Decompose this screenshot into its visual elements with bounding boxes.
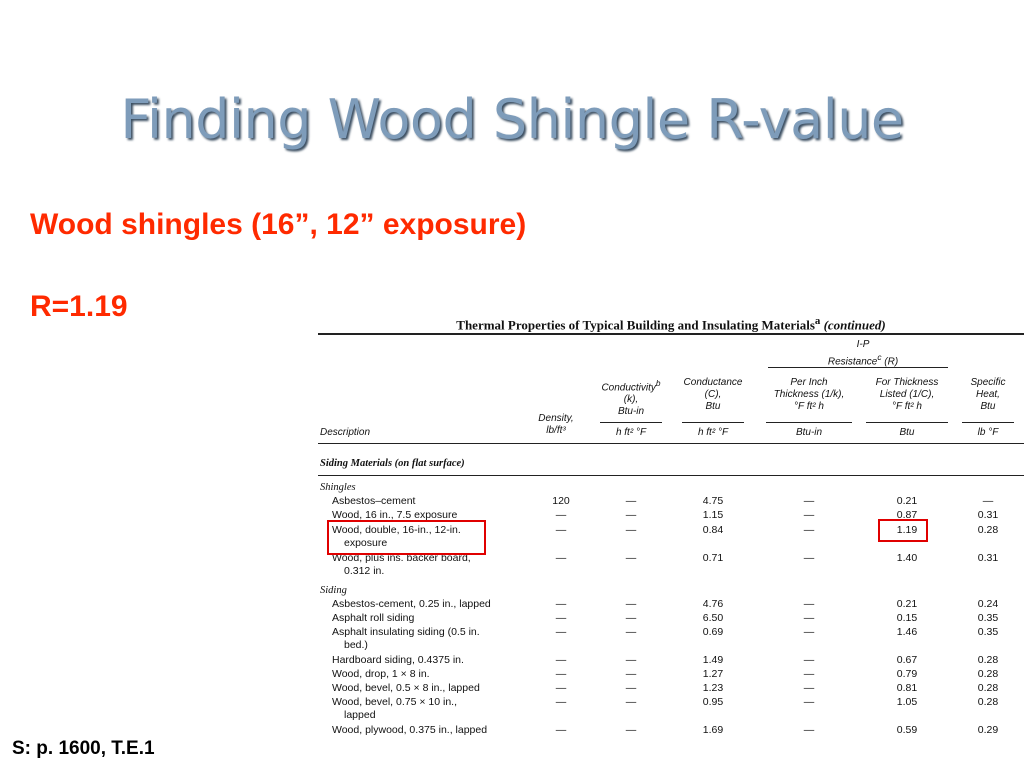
cell-thickness: 0.15 xyxy=(896,612,918,624)
cell-density: — xyxy=(555,524,567,536)
row-description: Wood, bevel, 0.75 × 10 in., xyxy=(332,696,458,708)
conductivity-unit: h ft² °F xyxy=(615,427,647,438)
subtitle: Wood shingles (16”, 12” exposure) xyxy=(30,208,527,241)
cell-thickness: 0.81 xyxy=(896,682,918,694)
cell-per-inch: — xyxy=(803,524,815,536)
cell-conductivity: — xyxy=(625,598,637,610)
cell-conductivity: — xyxy=(625,524,637,536)
row-description-continued: bed.) xyxy=(344,639,368,651)
cell-conductance: 0.95 xyxy=(702,696,724,708)
cell-density: — xyxy=(555,668,567,680)
cell-per-inch: — xyxy=(803,552,815,564)
table-row xyxy=(318,724,1024,738)
cell-conductance: 1.27 xyxy=(702,668,724,680)
cell-specific: — xyxy=(982,495,994,507)
cell-specific: 0.31 xyxy=(977,552,999,564)
cell-conductivity: — xyxy=(625,612,637,624)
subsection-shingles: Shingles xyxy=(320,482,356,493)
table-row xyxy=(318,598,1024,612)
row-description: Wood, bevel, 0.5 × 8 in., lapped xyxy=(332,682,480,694)
r-value-text: R=1.19 xyxy=(30,290,128,323)
cell-per-inch: — xyxy=(803,668,815,680)
cell-per-inch: — xyxy=(803,626,815,638)
section-rule xyxy=(318,475,1024,476)
cell-density: — xyxy=(555,509,567,521)
cell-specific: 0.31 xyxy=(977,509,999,521)
cell-conductance: 0.71 xyxy=(702,552,724,564)
cell-thickness: 0.21 xyxy=(896,495,918,507)
cell-thickness: 1.05 xyxy=(896,696,918,708)
row-description: Wood, drop, 1 × 8 in. xyxy=(332,668,430,680)
table-top-rule xyxy=(318,333,1024,335)
table-row xyxy=(318,696,1024,721)
highlight-description-box xyxy=(327,520,486,555)
cell-per-inch: — xyxy=(803,682,815,694)
unit-rule-thick xyxy=(866,422,948,423)
cell-conductivity: — xyxy=(625,682,637,694)
density-header: Density, lb/ft³ xyxy=(538,413,574,436)
cell-specific: 0.29 xyxy=(977,724,999,736)
subsection-siding: Siding xyxy=(320,585,347,596)
row-description: Wood, 16 in., 7.5 exposure xyxy=(332,509,458,521)
row-description: Asbestos-cement, 0.25 in., lapped xyxy=(332,598,491,610)
unit-rule-k xyxy=(600,422,662,423)
cell-per-inch: — xyxy=(803,724,815,736)
row-description: Asphalt insulating siding (0.5 in. xyxy=(332,626,480,638)
table-row xyxy=(318,495,1024,509)
conductivity-header: Conductivity$^b$ (k), Btu-in xyxy=(601,378,661,418)
cell-density: — xyxy=(555,696,567,708)
source-citation: S: p. 1600, T.E.1 xyxy=(12,738,155,759)
section-heading: Siding Materials (on flat surface) xyxy=(320,458,465,469)
cell-thickness: 1.40 xyxy=(896,552,918,564)
table-scan-image xyxy=(318,305,1024,745)
unit-rule-specific xyxy=(962,422,1014,423)
resistance-header: Resistance$^c$ (R) xyxy=(827,352,899,368)
row-description: Asphalt roll siding xyxy=(332,612,415,624)
cell-conductance: 4.76 xyxy=(702,598,724,610)
header-rule xyxy=(318,443,1024,444)
cell-per-inch: — xyxy=(803,509,815,521)
cell-specific: 0.28 xyxy=(977,654,999,666)
cell-thickness: 1.19 xyxy=(896,524,918,536)
cell-conductance: 1.15 xyxy=(702,509,724,521)
cell-thickness: 0.87 xyxy=(896,509,918,521)
cell-per-inch: — xyxy=(803,696,815,708)
cell-density: — xyxy=(555,612,567,624)
row-description: Asbestos–cement xyxy=(332,495,416,507)
table-row xyxy=(318,612,1024,626)
for-thickness-unit: Btu xyxy=(899,427,915,438)
table-row xyxy=(318,654,1024,668)
description-header: Description xyxy=(320,427,371,438)
cell-density: — xyxy=(555,552,567,564)
cell-conductivity: — xyxy=(625,626,637,638)
cell-conductance: 6.50 xyxy=(702,612,724,624)
cell-per-inch: — xyxy=(803,612,815,624)
cell-density: — xyxy=(555,654,567,666)
cell-specific: 0.28 xyxy=(977,668,999,680)
cell-per-inch: — xyxy=(803,654,815,666)
cell-thickness: 0.79 xyxy=(896,668,918,680)
table-row xyxy=(318,626,1024,651)
cell-specific: 0.35 xyxy=(977,626,999,638)
table-row xyxy=(318,682,1024,696)
for-thickness-header: For Thickness Listed (1/C), °F ft² h xyxy=(875,377,939,412)
cell-conductance: 0.84 xyxy=(702,524,724,536)
cell-density: — xyxy=(555,682,567,694)
cell-conductivity: — xyxy=(625,495,637,507)
slide-title: Finding Wood Shingle R-value xyxy=(120,88,904,151)
per-inch-unit: Btu-in xyxy=(795,427,823,438)
highlight-value-box xyxy=(878,519,928,542)
per-inch-header: Per Inch Thickness (1/k), °F ft² h xyxy=(773,377,845,412)
cell-density: — xyxy=(555,626,567,638)
row-description: Wood, plywood, 0.375 in., lapped xyxy=(332,724,488,736)
cell-conductance: 1.69 xyxy=(702,724,724,736)
row-description: Hardboard siding, 0.4375 in. xyxy=(332,654,464,666)
cell-conductivity: — xyxy=(625,724,637,736)
cell-per-inch: — xyxy=(803,598,815,610)
cell-conductance: 1.49 xyxy=(702,654,724,666)
cell-thickness: 1.46 xyxy=(896,626,918,638)
row-description-continued: 0.312 in. xyxy=(344,565,385,577)
cell-conductance: 4.75 xyxy=(702,495,724,507)
row-description-continued: lapped xyxy=(344,709,376,721)
cell-conductivity: — xyxy=(625,509,637,521)
cell-per-inch: — xyxy=(803,495,815,507)
cell-density: 120 xyxy=(552,495,570,507)
cell-specific: 0.28 xyxy=(977,696,999,708)
specific-heat-unit: lb °F xyxy=(977,427,999,438)
row-description: Wood, double, 16-in., 12-in. xyxy=(332,524,461,536)
table-title: Thermal Properties of Typical Building and Insulating Materials$^a$ (continued) xyxy=(456,315,886,333)
row-description: Wood, plus ins. backer board, xyxy=(332,552,471,564)
conductance-unit: h ft² °F xyxy=(697,427,729,438)
table-row xyxy=(318,668,1024,682)
cell-thickness: 0.67 xyxy=(896,654,918,666)
cell-conductivity: — xyxy=(625,668,637,680)
cell-conductivity: — xyxy=(625,552,637,564)
cell-specific: 0.35 xyxy=(977,612,999,624)
specific-heat-header: Specific Heat, Btu xyxy=(970,377,1006,412)
cell-conductance: 0.69 xyxy=(702,626,724,638)
cell-specific: 0.28 xyxy=(977,524,999,536)
cell-specific: 0.24 xyxy=(977,598,999,610)
conductance-header: Conductance (C), Btu xyxy=(683,377,743,412)
ip-header: I-P xyxy=(856,339,870,350)
cell-density: — xyxy=(555,598,567,610)
cell-thickness: 0.59 xyxy=(896,724,918,736)
unit-rule-c xyxy=(682,422,744,423)
cell-conductance: 1.23 xyxy=(702,682,724,694)
cell-specific: 0.28 xyxy=(977,682,999,694)
cell-density: — xyxy=(555,724,567,736)
cell-thickness: 0.21 xyxy=(896,598,918,610)
cell-conductivity: — xyxy=(625,654,637,666)
unit-rule-per-inch xyxy=(766,422,852,423)
row-description-continued: exposure xyxy=(344,537,388,549)
resistance-rule xyxy=(768,367,948,368)
cell-conductivity: — xyxy=(625,696,637,708)
